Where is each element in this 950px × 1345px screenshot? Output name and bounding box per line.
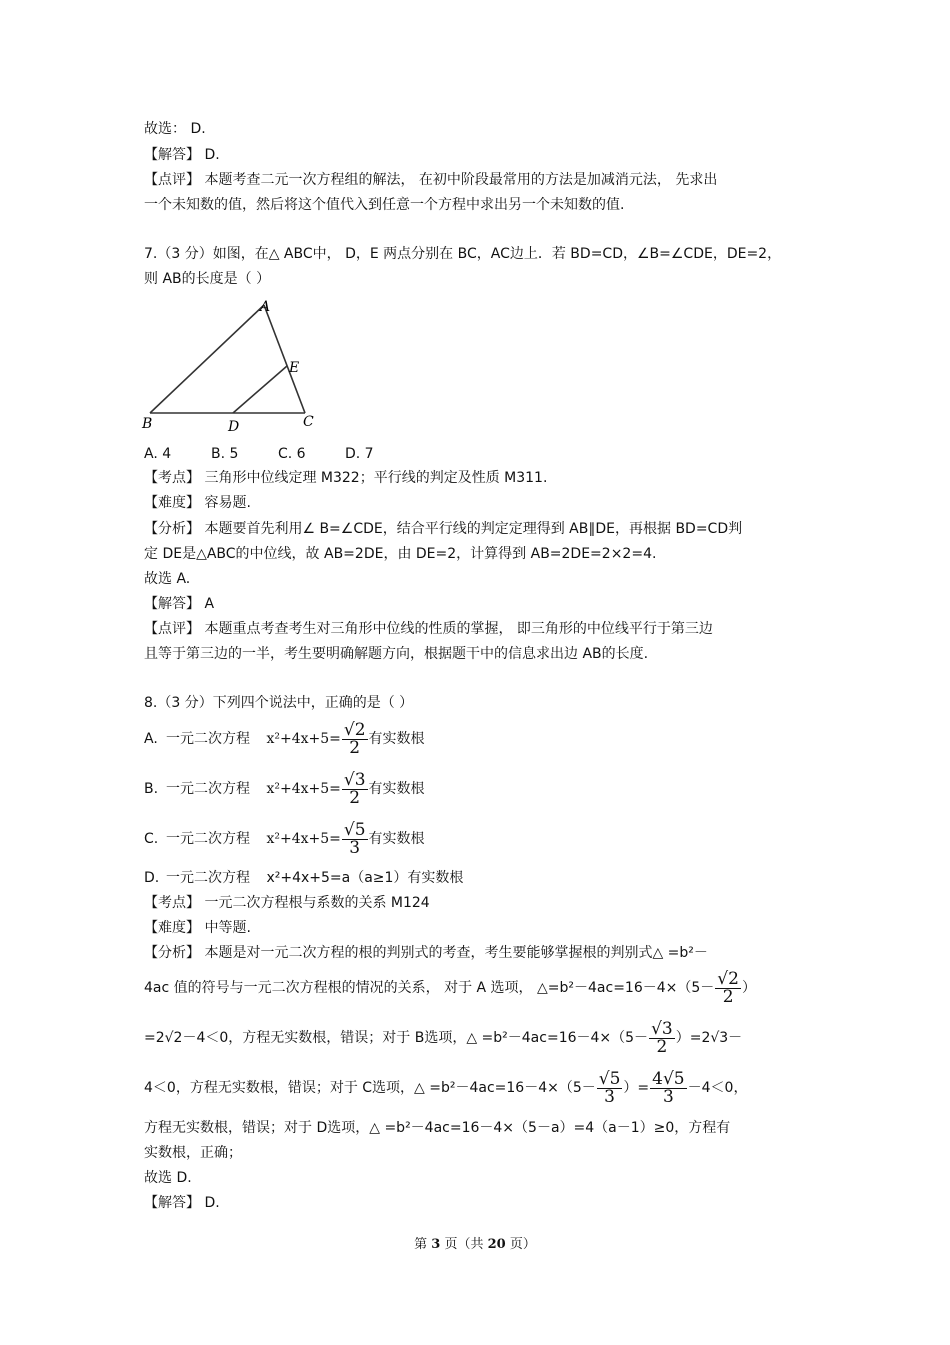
text-line: 故选： D. <box>144 121 206 137</box>
label-A: A <box>260 299 271 315</box>
text-line: 【分析】 本题是对一元二次方程的根的判别式的考查，考生要能够掌握根的判别式△ =b²－ <box>144 945 708 961</box>
text-line: 【解答】 D. <box>144 147 220 163</box>
text-line: 4＜0，方程无实数根，错误；对于 C选项，△ =b²－4ac=16－4×（5－ $\frac{√5}{3}$ ）= $\frac{4√5}{3}$ －4＜0， <box>144 1068 748 1107</box>
text-line: 【分析】 本题要首先利用∠ B=∠CDE，结合平行线的判定定理得到 AB∥DE，再根据 BD=CD判 <box>144 521 743 537</box>
question-7-options <box>144 444 374 464</box>
text-line: 故选 D. <box>144 1170 192 1186</box>
label-C: C <box>303 414 314 430</box>
text-line: 一个未知数的值，然后将这个值代入到任意一个方程中求出另一个未知数的值. <box>144 197 625 213</box>
text-line: 实数根，正确； <box>144 1145 242 1161</box>
label-B: B <box>142 416 153 432</box>
page-number: 3 <box>431 1237 441 1252</box>
text-line: 方程无实数根，错误；对于 D选项，△ =b²－4ac=16－4×（5－a）=4（a－1）≥0，方程有 <box>144 1120 731 1136</box>
option-b: B. 一元二次方程 x²+4x+5= $\frac{√3}{2}$ 有实数根 <box>144 769 425 808</box>
text-line: 【难度】 中等题. <box>144 920 251 936</box>
option-d: D. 7 <box>345 446 374 462</box>
text-line: 故选 A. <box>144 571 191 587</box>
option-c: C. 6 <box>278 446 306 462</box>
text-line: 定 DE是△ABC的中位线，故 AB=2DE，由 DE=2，计算得到 AB=2DE=2×2=4. <box>144 546 657 562</box>
text-line: 【难度】 容易题. <box>144 495 251 511</box>
text-line: 【解答】 D. <box>144 1195 220 1211</box>
question-7-stem: 7.（3 分）如图，在△ ABC中， D，E 两点分别在 BC，AC边上．若 BD=CD，∠B=∠CDE，DE=2， <box>144 246 782 262</box>
label-E: E <box>289 360 300 376</box>
page-total: 20 <box>487 1237 506 1252</box>
option-a: A. 一元二次方程 x²+4x+5= $\frac{√2}{2}$ 有实数根 <box>144 719 425 758</box>
option-d: D. 一元二次方程 x²+4x+5=a（a≥1）有实数根 <box>144 870 464 886</box>
option-a: A. 4 <box>144 446 172 462</box>
text-line: 【考点】 三角形中位线定理 M322；平行线的判定及性质 M311. <box>144 470 548 486</box>
triangle-figure <box>140 296 315 438</box>
text-line: 【点评】 本题考查二元一次方程组的解法， 在初中阶段最常用的方法是加减消元法， 先求出 <box>144 172 718 188</box>
text-line: 【点评】 本题重点考查考生对三角形中位线的性质的掌握， 即三角形的中位线平行于第三边 <box>144 621 713 637</box>
page-footer: 第 3 页（共 20 页） <box>414 1237 536 1252</box>
question-8-stem: 8.（3 分）下列四个说法中，正确的是（ ） <box>144 695 414 711</box>
question-7-stem: 则 AB的长度是（ ） <box>144 271 271 287</box>
text-line: 【解答】 A <box>144 596 215 612</box>
text-line: 且等于第三边的一半，考生要明确解题方向，根据题干中的信息求出边 AB的长度. <box>144 646 649 662</box>
text-line: 【考点】 一元二次方程根与系数的关系 M124 <box>144 895 430 911</box>
option-b: B. 5 <box>211 446 239 462</box>
option-c: C. 一元二次方程 x²+4x+5= $\frac{√5}{3}$ 有实数根 <box>144 819 425 858</box>
text-line: =2√2－4＜0，方程无实数根，错误；对于 B选项，△ =b²－4ac=16－4×（5－ $\frac{√3}{2}$ ）=2√3－ <box>144 1018 743 1057</box>
label-D: D <box>228 419 240 435</box>
text-line: 4ac 值的符号与一元二次方程根的情况的关系， 对于 A 选项， △=b²－4ac=16－4×（5－ $\frac{√2}{2}$ ） <box>144 968 756 1007</box>
